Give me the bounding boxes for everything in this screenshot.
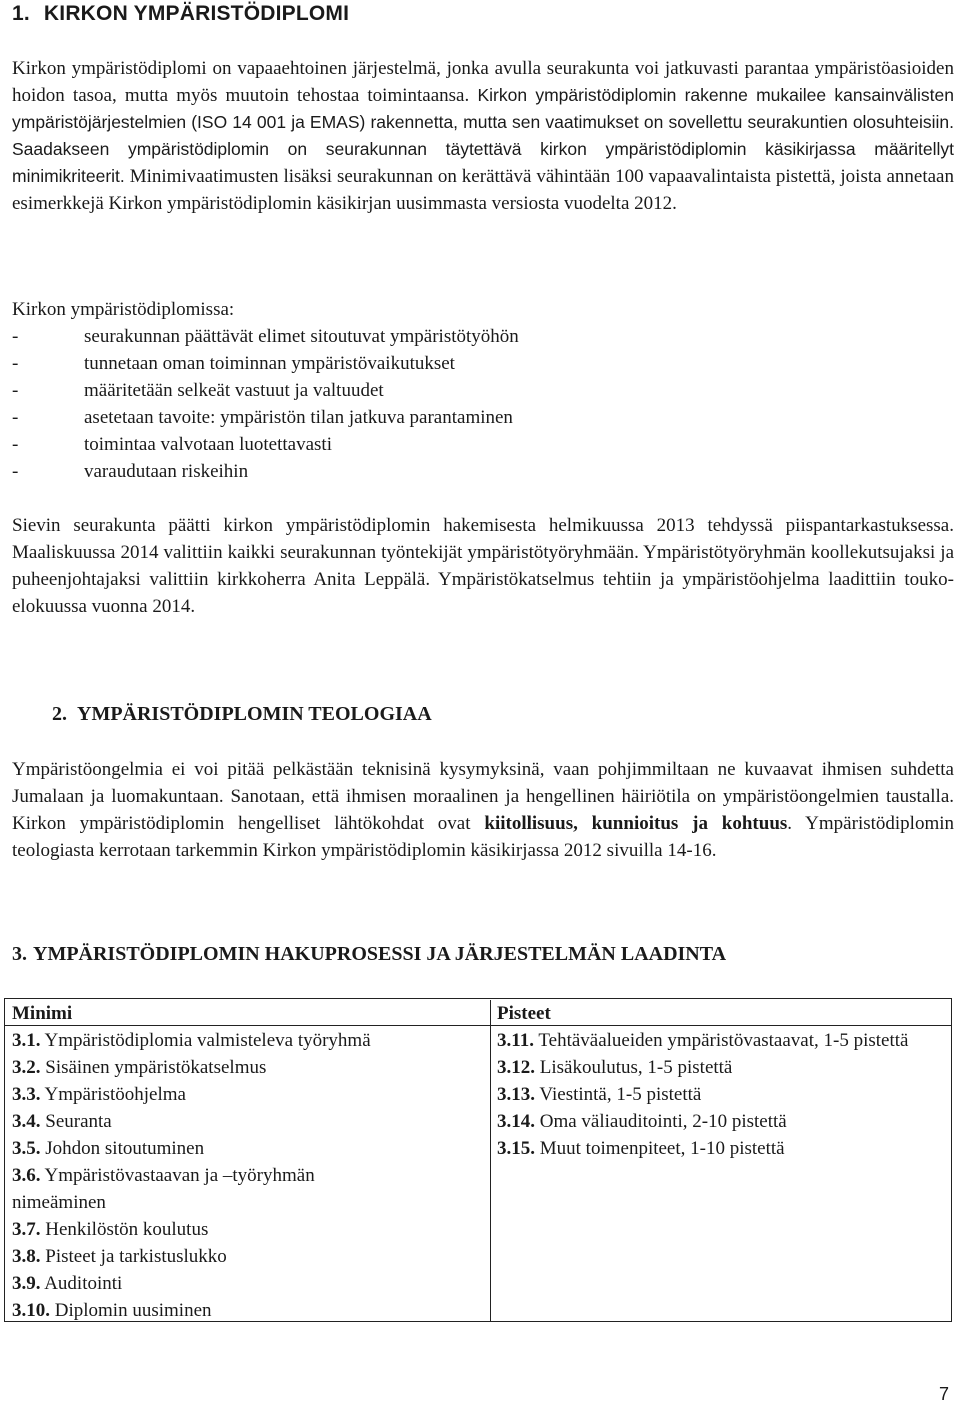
table-row [12,1297,472,1324]
dash-marker: - [12,407,19,428]
section-2-number: 2. [52,703,67,725]
table-row [491,1108,939,1135]
bullet-list [12,323,519,485]
dash-marker: - [12,353,19,374]
table-row [491,1135,939,1162]
table-header-pisteet: Pisteet [497,1003,551,1024]
section-1-paragraph-1 [12,55,954,217]
row-number: 3.5. [12,1138,41,1159]
list-item-text: seurakunnan päättävät elimet sitoutuvat ympäristötyöhön [84,326,519,347]
table-row [12,1135,472,1162]
table-row [491,1027,937,1054]
row-text: Sisäinen ympäristökatselmus [40,1057,267,1078]
row-number: 3.14. [497,1111,535,1132]
section-2-paragraph [12,756,954,864]
list-intro: Kirkon ympäristödiplomissa: [12,299,235,320]
dash-marker: - [12,434,19,455]
list-item-text: toimintaa valvotaan luotettavasti [84,434,332,455]
table-row [12,1162,412,1216]
paragraph-run: . Ympäristödiplomin teologiasta kerrotaan tarkemmin Kirkon ympäristödiplomin käsikirjassa 2012 sivuilla 14-16. [12,813,955,861]
row-number: 3.6. [12,1165,41,1186]
page-number: 7 [939,1384,950,1404]
row-number: 3.10. [12,1300,50,1321]
table-row [12,1081,472,1108]
row-number: 3.13. [497,1084,535,1105]
row-number: 3.4. [12,1111,41,1132]
section-1-number: 1. [12,2,30,25]
paragraph-run: Kirkon ympäristödiplomin rakenne mukailee kansainvälisten ympäristöjärjestelmien (ISO 14 001 ja EMAS) rakennetta, mutta sen vaatimukset on sovellettu seurakuntien olosuhteisiin. Saadakseen ympäristödiplomin on seurakunnan täytettävä kirkon ympäristödiplomin käsikirjassa määritellyt minimikriteerit. [12,85,955,186]
list-item [12,431,519,458]
row-number: 3.1. [12,1030,41,1051]
section-1-heading [12,2,349,26]
table-column-minimi [12,1000,472,1321]
table-row [12,1216,472,1243]
section-2-title: YMPÄRISTÖDIPLOMIN TEOLOGIAA [77,703,432,725]
list-item-text: varaudutaan riskeihin [84,461,249,482]
row-text: Ympäristöohjelma [40,1084,186,1105]
table-row [491,1081,939,1108]
section-2-heading [52,703,432,726]
row-text: Tehtäväalueiden ympäristövastaavat, 1-5 pistettä [533,1030,909,1051]
row-text: Ympäristövastaavan ja –työryhmän nimeäminen [12,1165,315,1213]
row-number: 3.11. [497,1030,534,1051]
table-row [12,1243,472,1270]
list-item [12,404,519,431]
row-text: Viestintä, 1-5 pistettä [535,1084,702,1105]
row-text: Lisäkoulutus, 1-5 pistettä [535,1057,733,1078]
list-item [12,350,519,377]
table-row [12,1270,472,1297]
row-text: Diplomin uusiminen [50,1300,212,1321]
section-1-title: KIRKON YMPÄRISTÖDIPLOMI [43,2,350,25]
row-text: Muut toimenpiteet, 1-10 pistettä [535,1138,785,1159]
row-number: 3.9. [12,1273,41,1294]
paragraph-run: Minimivaatimusten lisäksi seurakunnan on kerättävä vähintään 100 vapaavalintaista pistettä, joista annetaan esimerkkejä Kirkon ympäristödiplomin käsikirjan uusimmasta versiosta vuodelta 2012. [12,166,954,214]
row-text: Auditointi [40,1273,123,1294]
row-text: Oma väliauditointi, 2-10 pistettä [535,1111,787,1132]
list-item [12,458,519,485]
section-3-heading [12,943,726,966]
row-number: 3.8. [12,1246,41,1267]
row-number: 3.3. [12,1084,41,1105]
table-row [12,1054,472,1081]
list-item-text: tunnetaan oman toiminnan ympäristövaikutukset [84,353,455,374]
list-item-text: määritetään selkeät vastuut ja valtuudet [84,380,384,401]
section-3-title: YMPÄRISTÖDIPLOMIN HAKUPROSESSI JA JÄRJESTELMÄN LAADINTA [33,943,727,965]
bold-phrase: kiitollisuus, kunnioitus ja kohtuus [484,813,788,834]
row-text: Seuranta [40,1111,112,1132]
paragraph-run: Kirkon ympäristödiplomi on vapaaehtoinen järjestelmä, jonka avulla seurakunta voi jatkuvasti parantaa ympäristöasioiden hoidon tasoa, mutta myös muutoin tehostaa toimintaansa. [12,58,954,106]
list-item [12,377,519,404]
row-number: 3.15. [497,1138,535,1159]
dash-marker: - [12,380,19,401]
row-number: 3.2. [12,1057,41,1078]
section-3-number: 3. [12,943,27,965]
row-text: Ympäristödiplomia valmisteleva työryhmä [40,1030,371,1051]
list-item [12,323,519,350]
section-1-paragraph-2: Sievin seurakunta päätti kirkon ympäristödiplomin hakemisesta helmikuussa 2013 tehdyssä piispantarkastuksessa. Maaliskuussa 2014 valittiin kaikki seurakunnan työntekijät ympäristötyöryhmään. Ympäristötyöryhmän koollekutsujaksi ja puheenjohtajaksi valittiin kirkkoherra Anita Leppälä. Ympäristökatselmus tehtiin ja ympäristöohjelma laadittiin touko-elokuussa vuonna 2014. [12,515,954,617]
process-table [4,998,952,1322]
row-text: Henkilöstön koulutus [40,1219,209,1240]
table-row [12,1027,472,1054]
row-text: Pisteet ja tarkistuslukko [40,1246,227,1267]
table-column-pisteet [490,1000,939,1321]
dash-marker: - [12,326,19,347]
row-number: 3.7. [12,1219,41,1240]
list-item-text: asetetaan tavoite: ympäristön tilan jatkuva parantaminen [84,407,513,428]
row-text: Johdon sitoutuminen [40,1138,205,1159]
table-row [491,1054,939,1081]
paragraph-run: Ympäristöongelmia ei voi pitää pelkästään teknisinä kysymyksinä, vaan pohjimmiltaan ne kuvaavat ihmisen suhdetta Jumalaan ja luomakuntaan. Sanotaan, että ihmisen moraalinen ja hengellinen häiriötila on ympäristöongelmien taustalla. Kirkon ympäristödiplomin hengelliset lähtökohdat ovat [12,759,954,834]
dash-marker: - [12,461,19,482]
table-row [12,1108,472,1135]
row-number: 3.12. [497,1057,535,1078]
table-header-minimi: Minimi [12,1003,73,1024]
